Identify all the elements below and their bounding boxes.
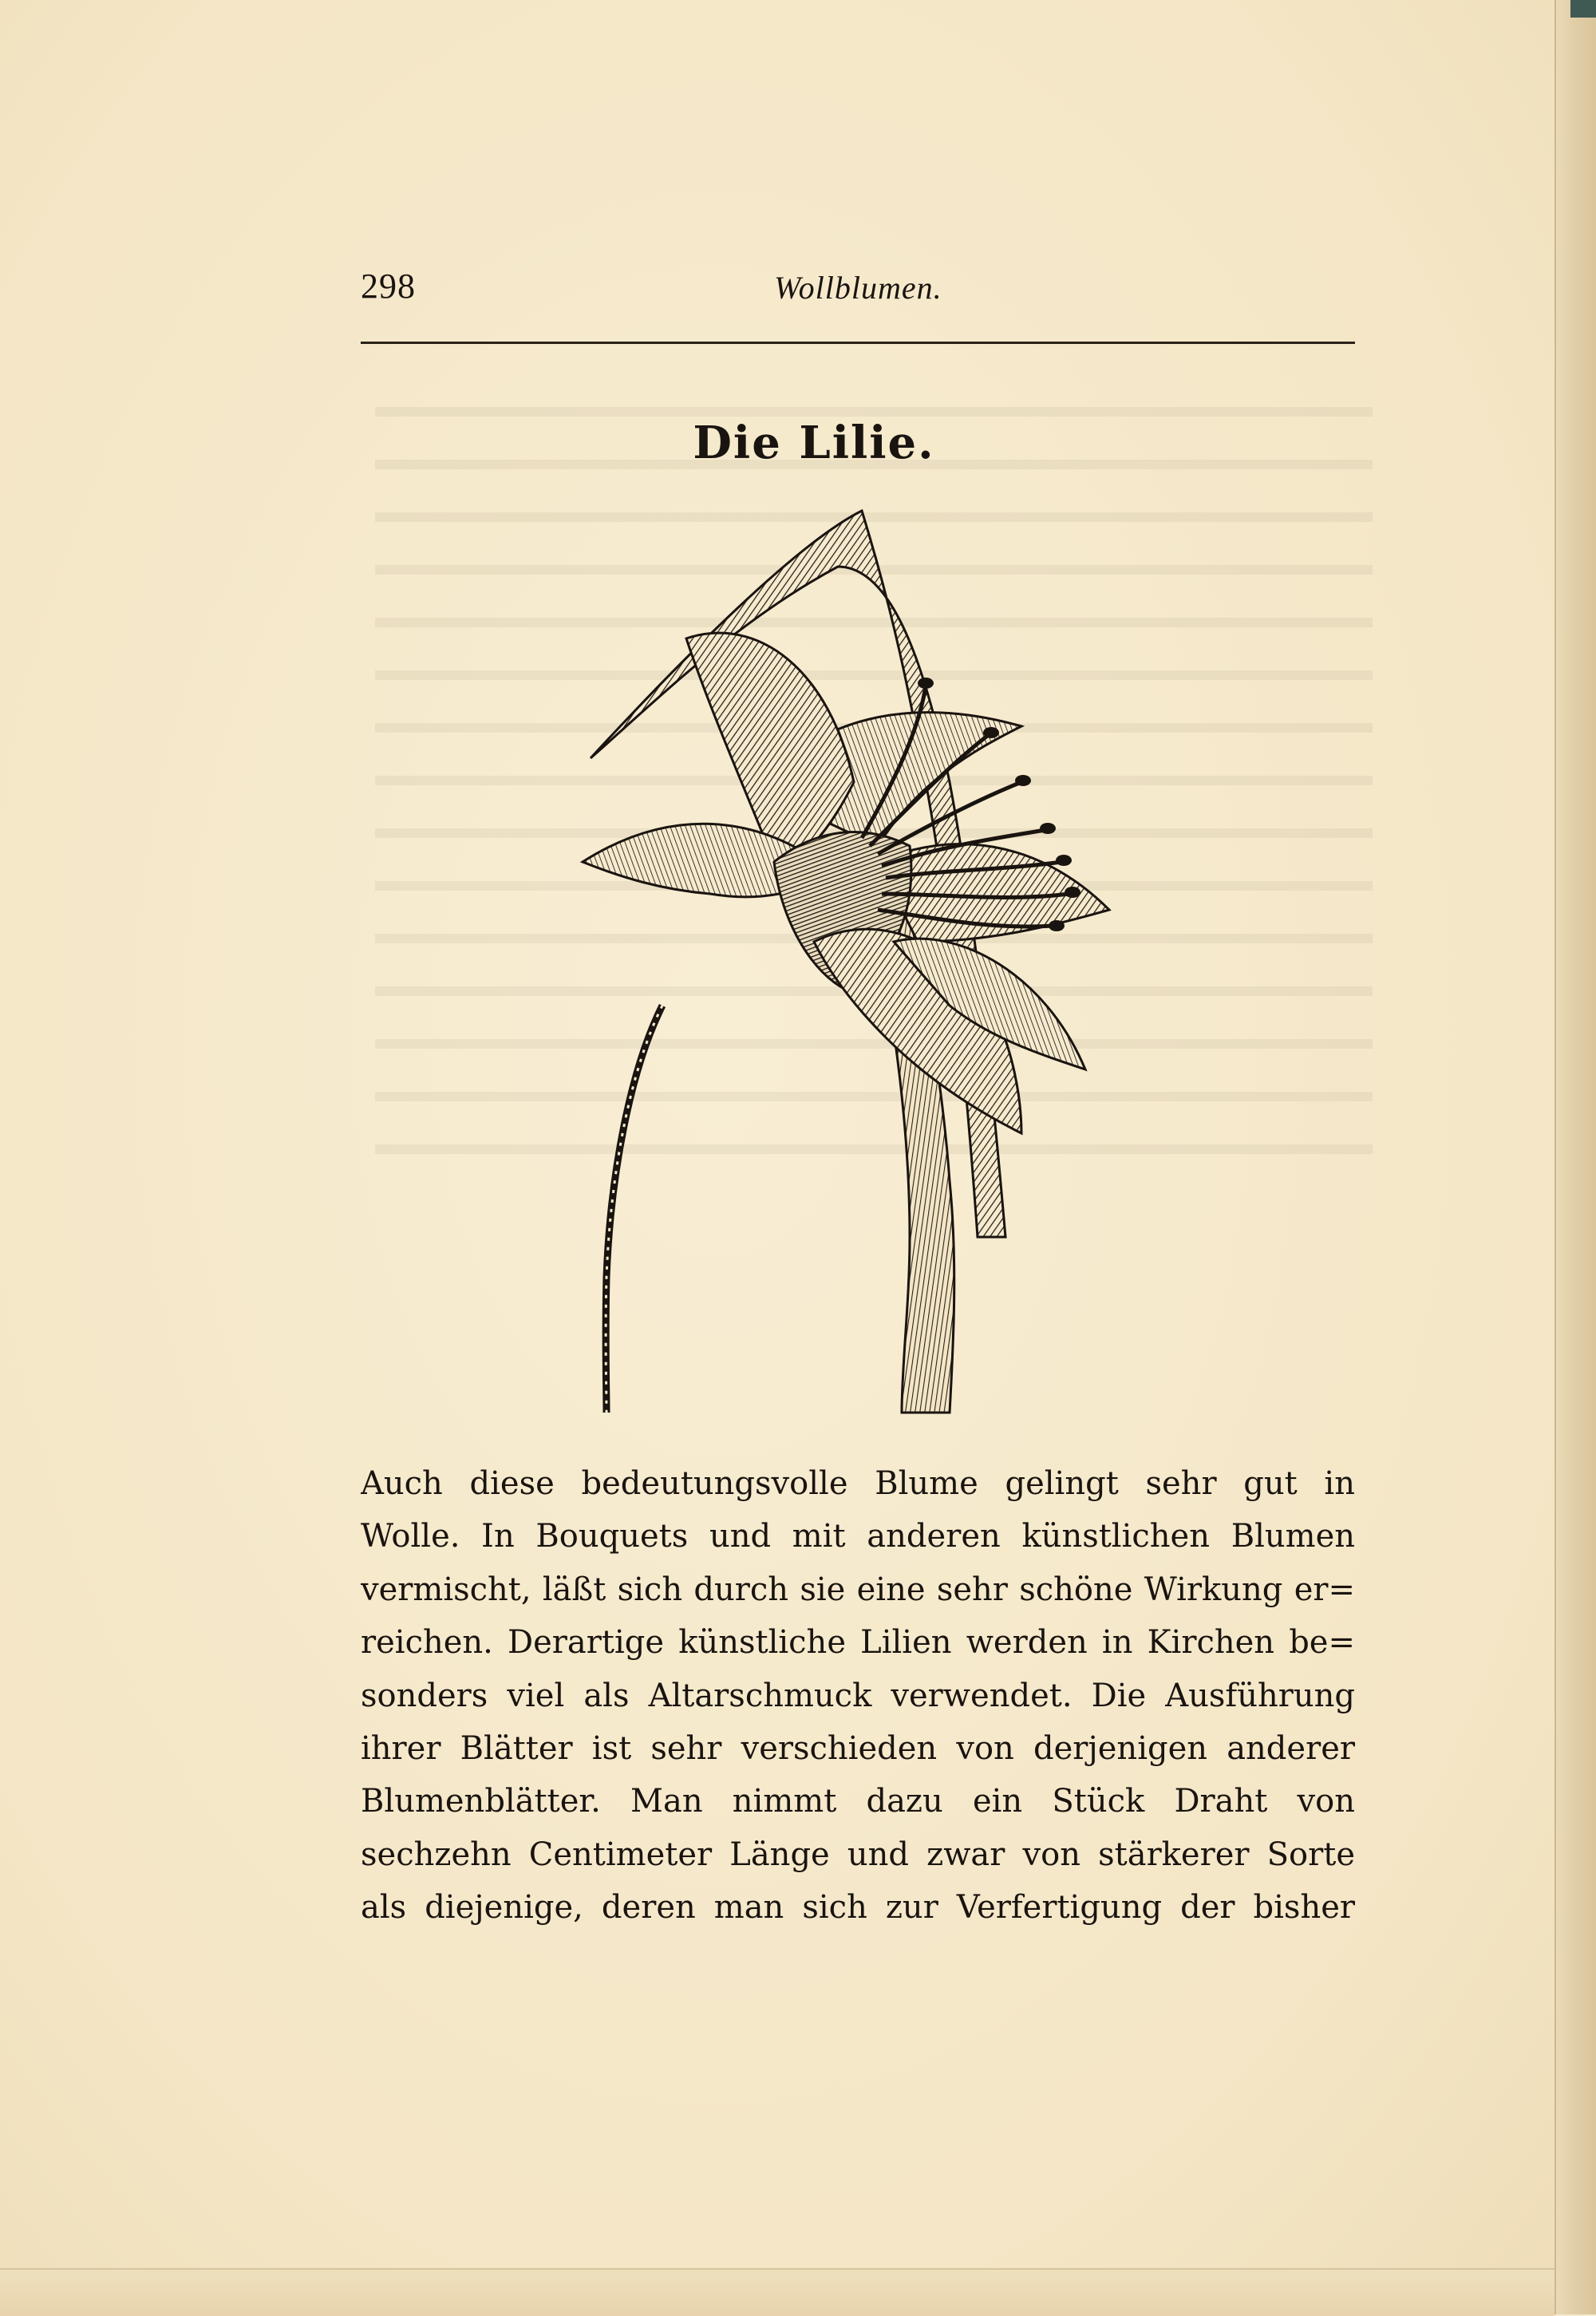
body-text <box>361 1457 1355 1935</box>
page-edge-right <box>1555 0 1596 2314</box>
body-line: ihrer Blätter ist sehr verschieden von derjenigen anderer <box>361 1729 1355 1767</box>
lily-engraving-icon <box>575 495 1133 1437</box>
body-line: Wolle. In Bouquets und mit anderen künstlichen Blumen <box>361 1518 1355 1555</box>
body-line: sonders viel als Altarschmuck verwendet. Die Ausführung <box>361 1677 1355 1714</box>
body-line: Auch diese bedeutungsvolle Blume gelingt sehr gut in <box>361 1465 1355 1502</box>
page-edge-bottom <box>0 2268 1555 2316</box>
body-line: vermischt, läßt sich durch sie eine sehr schöne Wirkung er= <box>361 1571 1355 1608</box>
page-number: 298 <box>361 267 416 306</box>
lily-bud-stem <box>606 1006 662 1413</box>
cover-corner <box>1570 0 1596 18</box>
header-rule <box>361 342 1355 344</box>
running-title: Wollblumen. <box>774 270 942 306</box>
body-line: reichen. Derartige künstliche Lilien werden in Kirchen be= <box>361 1624 1355 1662</box>
body-line: sechzehn Centimeter Länge und zwar von stärkerer Sorte <box>361 1836 1355 1873</box>
chapter-title: Die Lilie. <box>693 417 935 469</box>
body-line: als diejenige, deren man sich zur Verfertigung der bisher <box>361 1889 1355 1927</box>
body-line: Blumenblätter. Man nimmt dazu ein Stück Draht von <box>361 1783 1355 1820</box>
